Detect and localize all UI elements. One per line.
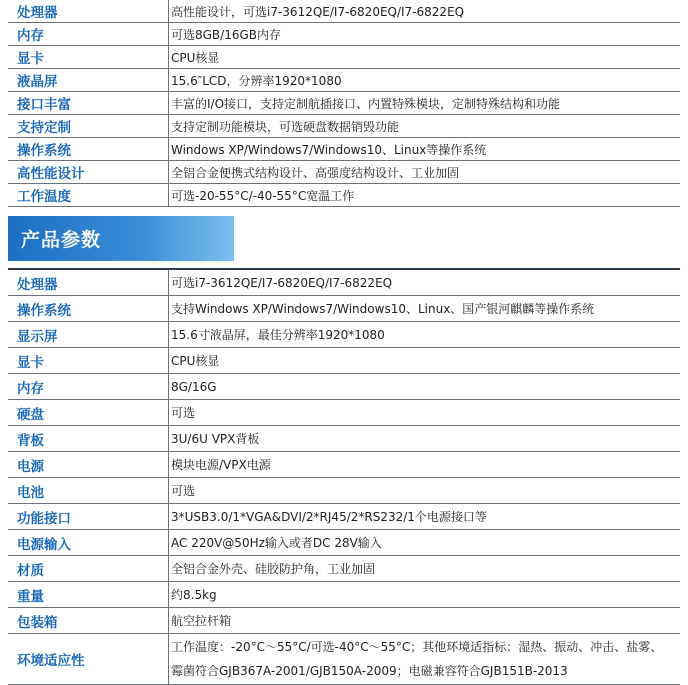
- table-row: [8, 115, 680, 138]
- row-value: 约8.5kg: [168, 582, 680, 607]
- row-label: 操作系统: [17, 143, 71, 159]
- row-label: 显卡: [17, 51, 44, 67]
- table-row: [8, 504, 680, 530]
- row-label: 材质: [17, 562, 44, 579]
- row-label: 电池: [17, 484, 44, 501]
- row-label: 操作系统: [17, 302, 71, 319]
- table-row: [8, 556, 680, 582]
- row-label: 高性能设计: [17, 166, 85, 182]
- row-label: 电源: [17, 458, 44, 475]
- row-label: 硬盘: [17, 406, 44, 423]
- row-label: 处理器: [17, 276, 58, 293]
- row-label: 显示屏: [17, 328, 58, 345]
- features-table: [8, 0, 680, 207]
- row-value: 工作温度：-20°C～55°C/可选-40°C～55°C；其他环境适指标：湿热、振动、冲击、盐雾、霉菌符合GJB367A-2001/GJB150A-2009；电磁兼容符合GJB151B-2013: [168, 634, 680, 684]
- table-row: [8, 322, 680, 348]
- row-value: CPU核显: [168, 348, 680, 373]
- row-label: 接口丰富: [17, 97, 71, 113]
- row-value: CPU核显: [168, 46, 680, 68]
- row-value: 航空拉杆箱: [168, 608, 680, 633]
- row-label: 内存: [17, 28, 44, 44]
- table-row: [8, 426, 680, 452]
- table-row: [8, 92, 680, 115]
- table-row: [8, 452, 680, 478]
- row-label: 电源输入: [17, 536, 71, 553]
- table-row: [8, 23, 680, 46]
- row-value: 可选-20-55°C/-40-55°C宽温工作: [168, 184, 680, 206]
- row-value: 高性能设计，可选i7-3612QE/I7-6820EQ/I7-6822EQ: [168, 0, 680, 22]
- row-value: Windows XP/Windows7/Windows10、Linux等操作系统: [168, 138, 680, 160]
- row-value: 模块电源/VPX电源: [168, 452, 680, 477]
- table-row: [8, 608, 680, 634]
- table-row: [8, 270, 680, 296]
- row-value: 可选: [168, 478, 680, 503]
- table-row: [8, 582, 680, 608]
- table-row: [8, 69, 680, 92]
- row-value: 8G/16G: [168, 374, 680, 399]
- row-value: 支持Windows XP/Windows7/Windows10、Linux、国产银河麒麟等操作系统: [168, 296, 680, 321]
- row-label: 处理器: [17, 5, 58, 21]
- row-value: 可选i7-3612QE/I7-6820EQ/I7-6822EQ: [168, 270, 680, 295]
- row-label: 内存: [17, 380, 44, 397]
- table-row: [8, 400, 680, 426]
- row-label: 环境适应性: [17, 653, 85, 669]
- table-row: [8, 530, 680, 556]
- table-row: [8, 184, 680, 207]
- row-value: 3*USB3.0/1*VGA&DVI/2*RJ45/2*RS232/1个电源接口等: [168, 504, 680, 529]
- table-row: [8, 634, 680, 685]
- row-value: 15.6寸液晶屏，最佳分辨率1920*1080: [168, 322, 680, 347]
- row-value: 丰富的I/O接口，支持定制航插接口、内置特殊模块，定制特殊结构和功能: [168, 92, 680, 114]
- section-title-banner: 产品参数: [8, 216, 234, 261]
- row-value: AC 220V@50Hz输入或者DC 28V输入: [168, 530, 680, 555]
- row-value: 全铝合金便携式结构设计、高强度结构设计、工业加固: [168, 161, 680, 183]
- table-row: [8, 46, 680, 69]
- row-label: 工作温度: [17, 189, 71, 205]
- row-value: 可选: [168, 400, 680, 425]
- row-label: 液晶屏: [17, 74, 58, 90]
- row-label: 包装箱: [17, 614, 58, 631]
- table-row: [8, 296, 680, 322]
- table-row: [8, 0, 680, 23]
- table-row: [8, 478, 680, 504]
- row-value: 3U/6U VPX背板: [168, 426, 680, 451]
- row-label: 显卡: [17, 354, 44, 371]
- row-label: 重量: [17, 588, 44, 605]
- row-value: 15.6″LCD，分辨率1920*1080: [168, 69, 680, 91]
- specs-table: [8, 268, 680, 685]
- row-label: 功能接口: [17, 510, 71, 527]
- table-row: [8, 138, 680, 161]
- table-row: [8, 161, 680, 184]
- row-value: 可选8GB/16GB内存: [168, 23, 680, 45]
- row-value: 全铝合金外壳、硅胶防护角，工业加固: [168, 556, 680, 581]
- table-row: [8, 374, 680, 400]
- row-label: 背板: [17, 432, 44, 449]
- row-label: 支持定制: [17, 120, 71, 136]
- row-value: 支持定制功能模块，可选硬盘数据销毁功能: [168, 115, 680, 137]
- table-row: [8, 348, 680, 374]
